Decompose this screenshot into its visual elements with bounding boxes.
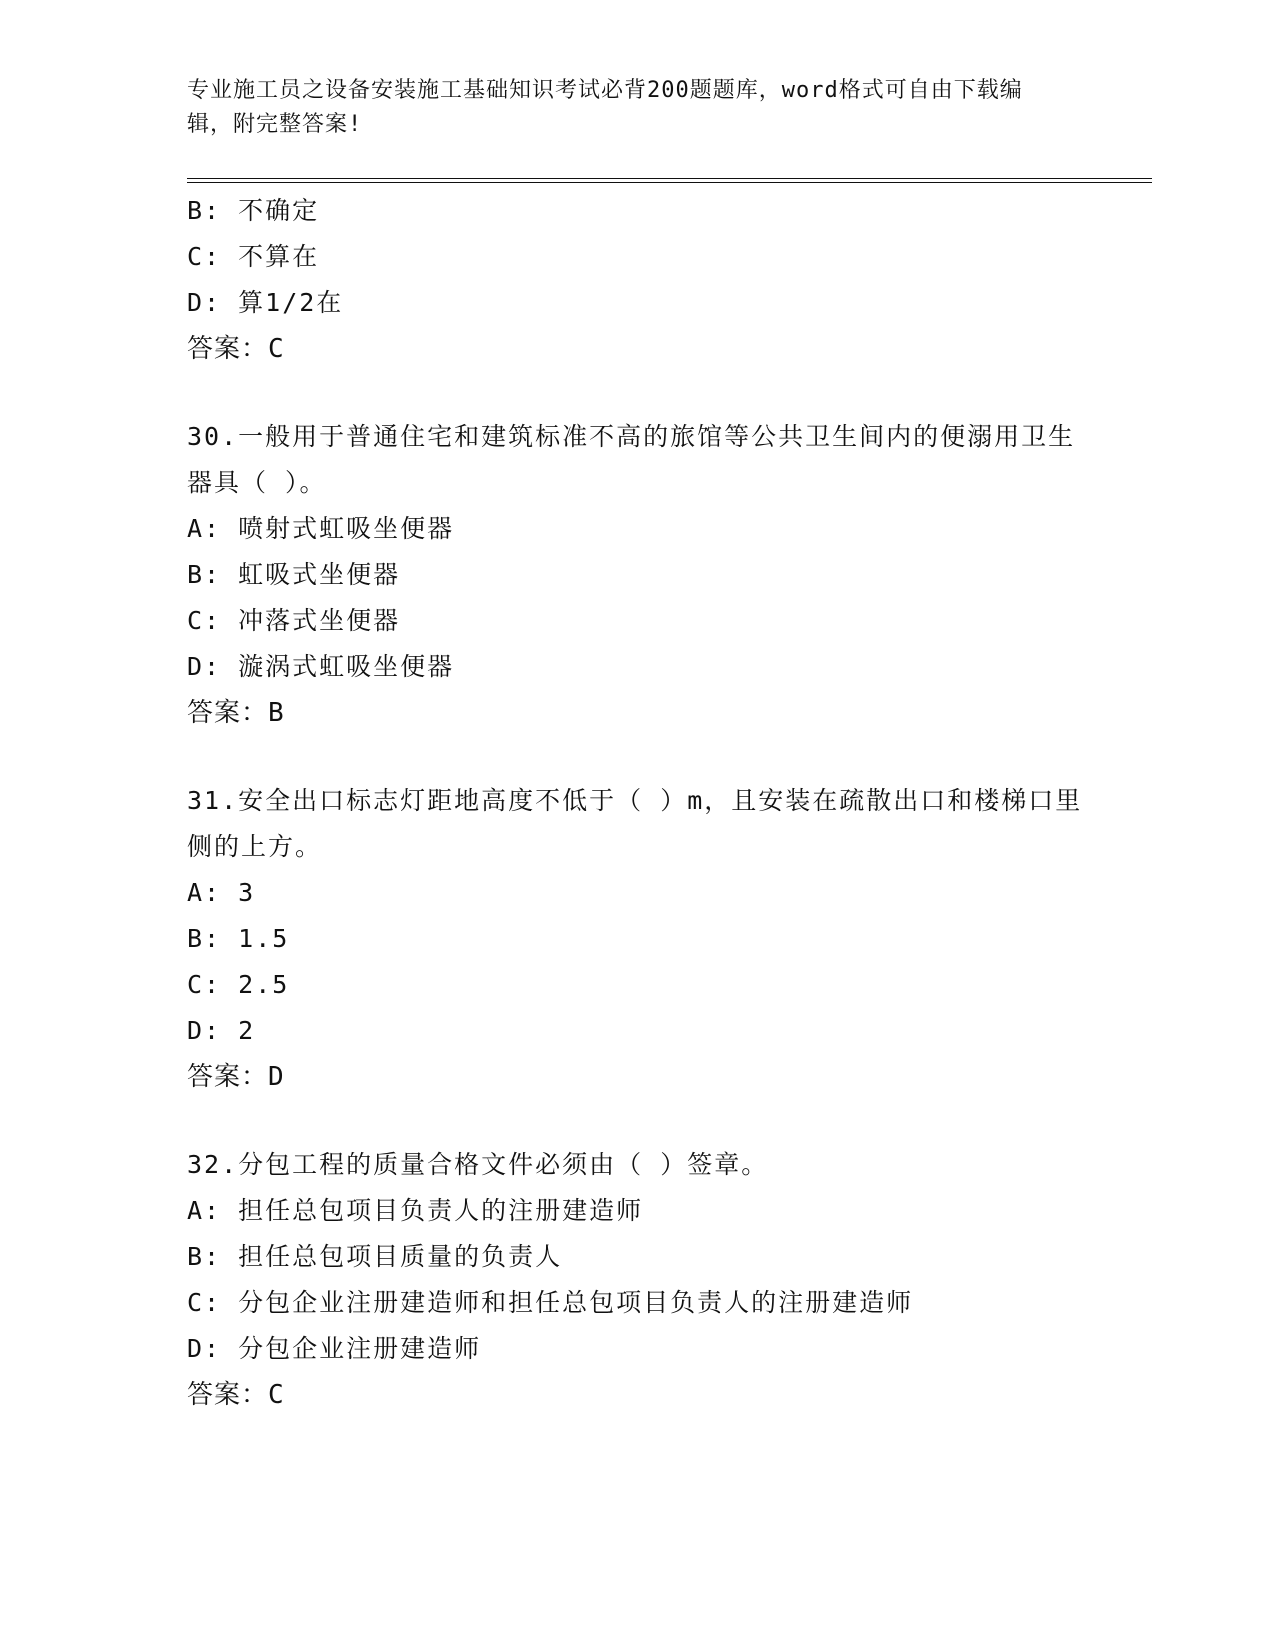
answer-label: 答案：D xyxy=(187,1062,285,1092)
option-d: D: 算1/2在 xyxy=(187,288,344,317)
question-block-30 xyxy=(187,414,1087,736)
option-a: A: 喷射式虹吸坐便器 xyxy=(187,514,455,543)
answer-label: 答案：B xyxy=(187,698,285,728)
answer-label: 答案：C xyxy=(187,334,285,364)
question-block-29 xyxy=(187,188,1087,372)
question-block-32 xyxy=(187,1142,1087,1418)
question-list xyxy=(187,188,1087,1418)
option-c: C: 2.5 xyxy=(187,970,290,999)
option-d: D: 分包企业注册建造师 xyxy=(187,1334,482,1363)
option-d: D: 漩涡式虹吸坐便器 xyxy=(187,652,455,681)
option-a: A: 3 xyxy=(187,878,256,907)
option-c: C: 分包企业注册建造师和担任总包项目负责人的注册建造师 xyxy=(187,1288,914,1317)
option-b: B: 1.5 xyxy=(187,924,290,953)
option-c: C: 冲落式坐便器 xyxy=(187,606,401,635)
header-rule-bottom xyxy=(187,182,1152,183)
question-stem: 31.安全出口标志灯距地高度不低于（ ）m，且安装在疏散出口和楼梯口里侧的上方。 xyxy=(187,786,1083,861)
document-header xyxy=(187,74,1067,142)
answer-label: 答案：C xyxy=(187,1380,285,1410)
option-b: B: 担任总包项目质量的负责人 xyxy=(187,1242,563,1271)
header-title: 专业施工员之设备安装施工基础知识考试必背200题题库，word格式可自由下载编辑，附完整答案! xyxy=(187,78,1023,137)
question-block-31 xyxy=(187,778,1087,1100)
option-b: B: 不确定 xyxy=(187,196,320,225)
option-b: B: 虹吸式坐便器 xyxy=(187,560,401,589)
question-stem: 32.分包工程的质量合格文件必须由（ ）签章。 xyxy=(187,1150,769,1179)
option-a: A: 担任总包项目负责人的注册建造师 xyxy=(187,1196,644,1225)
question-stem: 30.一般用于普通住宅和建筑标准不高的旅馆等公共卫生间内的便溺用卫生器具（ ）。 xyxy=(187,422,1076,497)
option-c: C: 不算在 xyxy=(187,242,320,271)
header-rule-top xyxy=(187,178,1152,179)
option-d: D: 2 xyxy=(187,1016,256,1045)
